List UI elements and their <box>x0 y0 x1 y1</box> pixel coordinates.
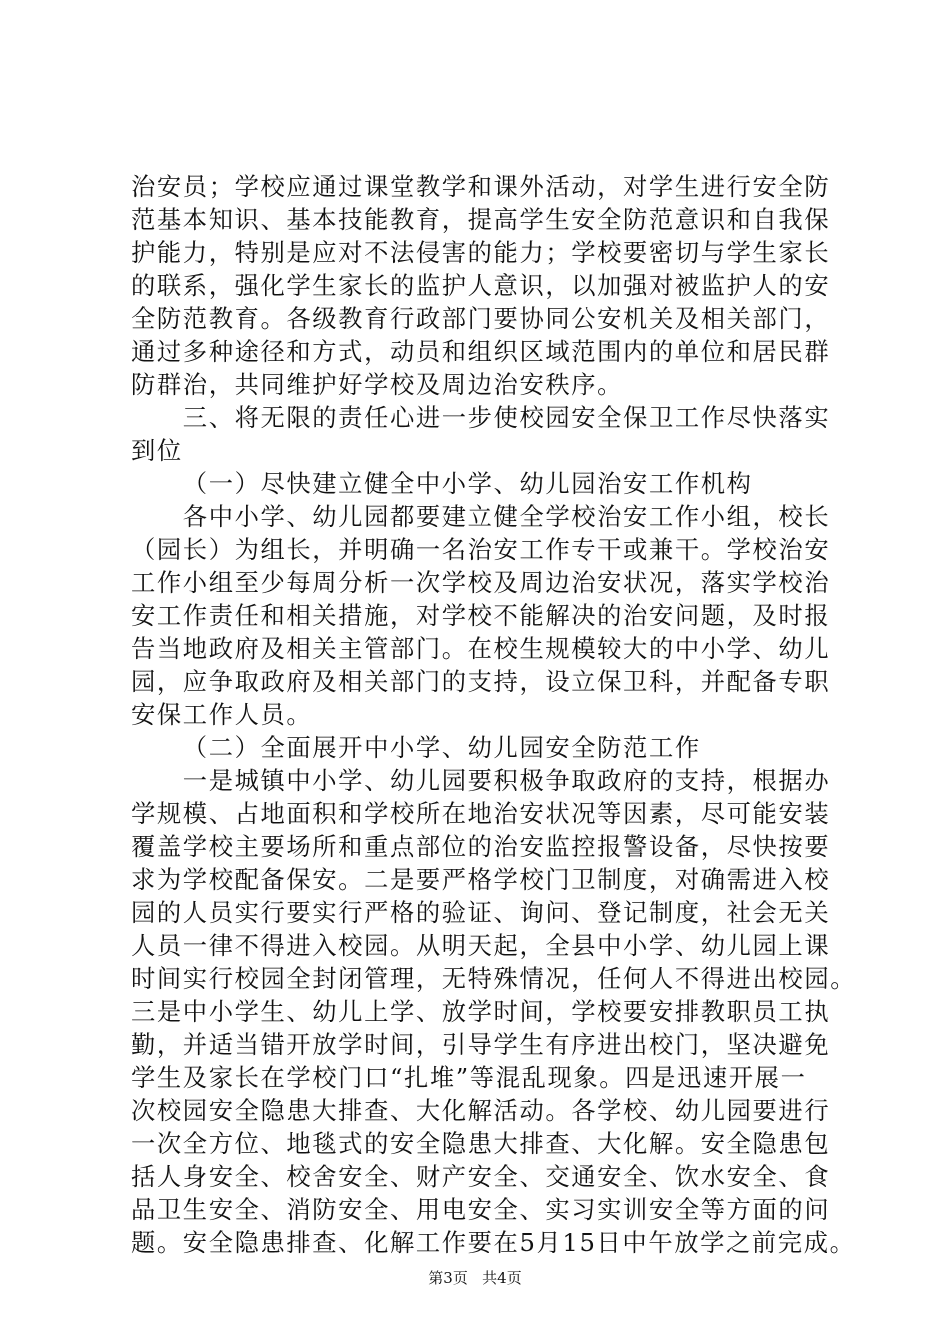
text-line: 各中小学、幼儿园都要建立健全学校治安工作小组，校长 <box>182 502 831 531</box>
text-line: 到位 <box>131 436 183 465</box>
footer-separator <box>473 1269 478 1287</box>
text-line: 勤，并适当错开放学时间，引导学生有序进出校门，坚决避免 <box>131 1030 831 1059</box>
text-line: 治安员；学校应通过课堂教学和课外活动，对学生进行安全防 <box>131 172 831 201</box>
page-total: 共4页 <box>482 1269 522 1287</box>
text-line: （一）尽快建立健全中小学、幼儿园治安工作机构 <box>182 469 753 498</box>
text-line: 学生及家长在学校门口“扎堆”等混乱现象。四是迅速开展一 <box>131 1063 807 1092</box>
text-line: 覆盖学校主要场所和重点部位的治安监控报警设备，尽快按要 <box>131 832 831 861</box>
text-line: 三、将无限的责任心进一步使校园安全保卫工作尽快落实 <box>182 403 831 432</box>
text-line: 次校园安全隐患大排查、大化解活动。各学校、幼儿园要进行 <box>131 1096 831 1125</box>
text-line: 人员一律不得进入校园。从明天起，全县中小学、幼儿园上课 <box>131 931 831 960</box>
text-line: 全防范教育。各级教育行政部门要协同公安机关及相关部门， <box>131 304 831 333</box>
text-line: 范基本知识、基本技能教育，提高学生安全防范意识和自我保 <box>131 205 831 234</box>
text-line: 一次全方位、地毯式的安全隐患大排查、大化解。安全隐患包 <box>131 1129 831 1158</box>
text-line: 工作小组至少每周分析一次学校及周边治安状况，落实学校治 <box>131 568 831 597</box>
text-line: 括人身安全、校舍安全、财产安全、交通安全、饮水安全、食 <box>131 1162 831 1191</box>
text-line: 求为学校配备保安。二是要严格学校门卫制度，对确需进入校 <box>131 865 831 894</box>
text-line: 三是中小学生、幼儿上学、放学时间，学校要安排教职员工执 <box>131 997 831 1026</box>
text-line: 园，应争取政府及相关部门的支持，设立保卫科，并配备专职 <box>131 667 831 696</box>
text-line: 安保工作人员。 <box>131 700 313 729</box>
text-line: 一是城镇中小学、幼儿园要积极争取政府的支持，根据办 <box>182 766 831 795</box>
text-line: 安工作责任和相关措施，对学校不能解决的治安问题，及时报 <box>131 601 831 630</box>
text-line: 时间实行校园全封闭管理，无特殊情况，任何人不得进出校园。 <box>131 964 857 993</box>
text-line: 通过多种途径和方式，动员和组织区域范围内的单位和居民群 <box>131 337 831 366</box>
text-line: 告当地政府及相关主管部门。在校生规模较大的中小学、幼儿 <box>131 634 831 663</box>
text-line: 园的人员实行要实行严格的验证、询问、登记制度，社会无关 <box>131 898 831 927</box>
text-line: 的联系，强化学生家长的监护人意识，以加强对被监护人的安 <box>131 271 831 300</box>
page-footer <box>0 1268 950 1288</box>
document-body <box>131 170 857 1259</box>
text-line: 护能力，特别是应对不法侵害的能力；学校要密切与学生家长 <box>131 238 831 267</box>
page-number: 第3页 <box>428 1269 468 1287</box>
text-line: （园长）为组长，并明确一名治安工作专干或兼干。学校治安 <box>131 535 831 564</box>
text-line: 品卫生安全、消防安全、用电安全、实习实训安全等方面的问 <box>131 1195 831 1224</box>
text-line: 防群治，共同维护好学校及周边治安秩序。 <box>131 370 624 399</box>
text-line: 题。安全隐患排查、化解工作要在5月15日中午放学之前完成。 <box>131 1228 856 1257</box>
text-line: （二）全面展开中小学、幼儿园安全防范工作 <box>182 733 701 762</box>
text-line: 学规模、占地面积和学校所在地治安状况等因素，尽可能安装 <box>131 799 831 828</box>
